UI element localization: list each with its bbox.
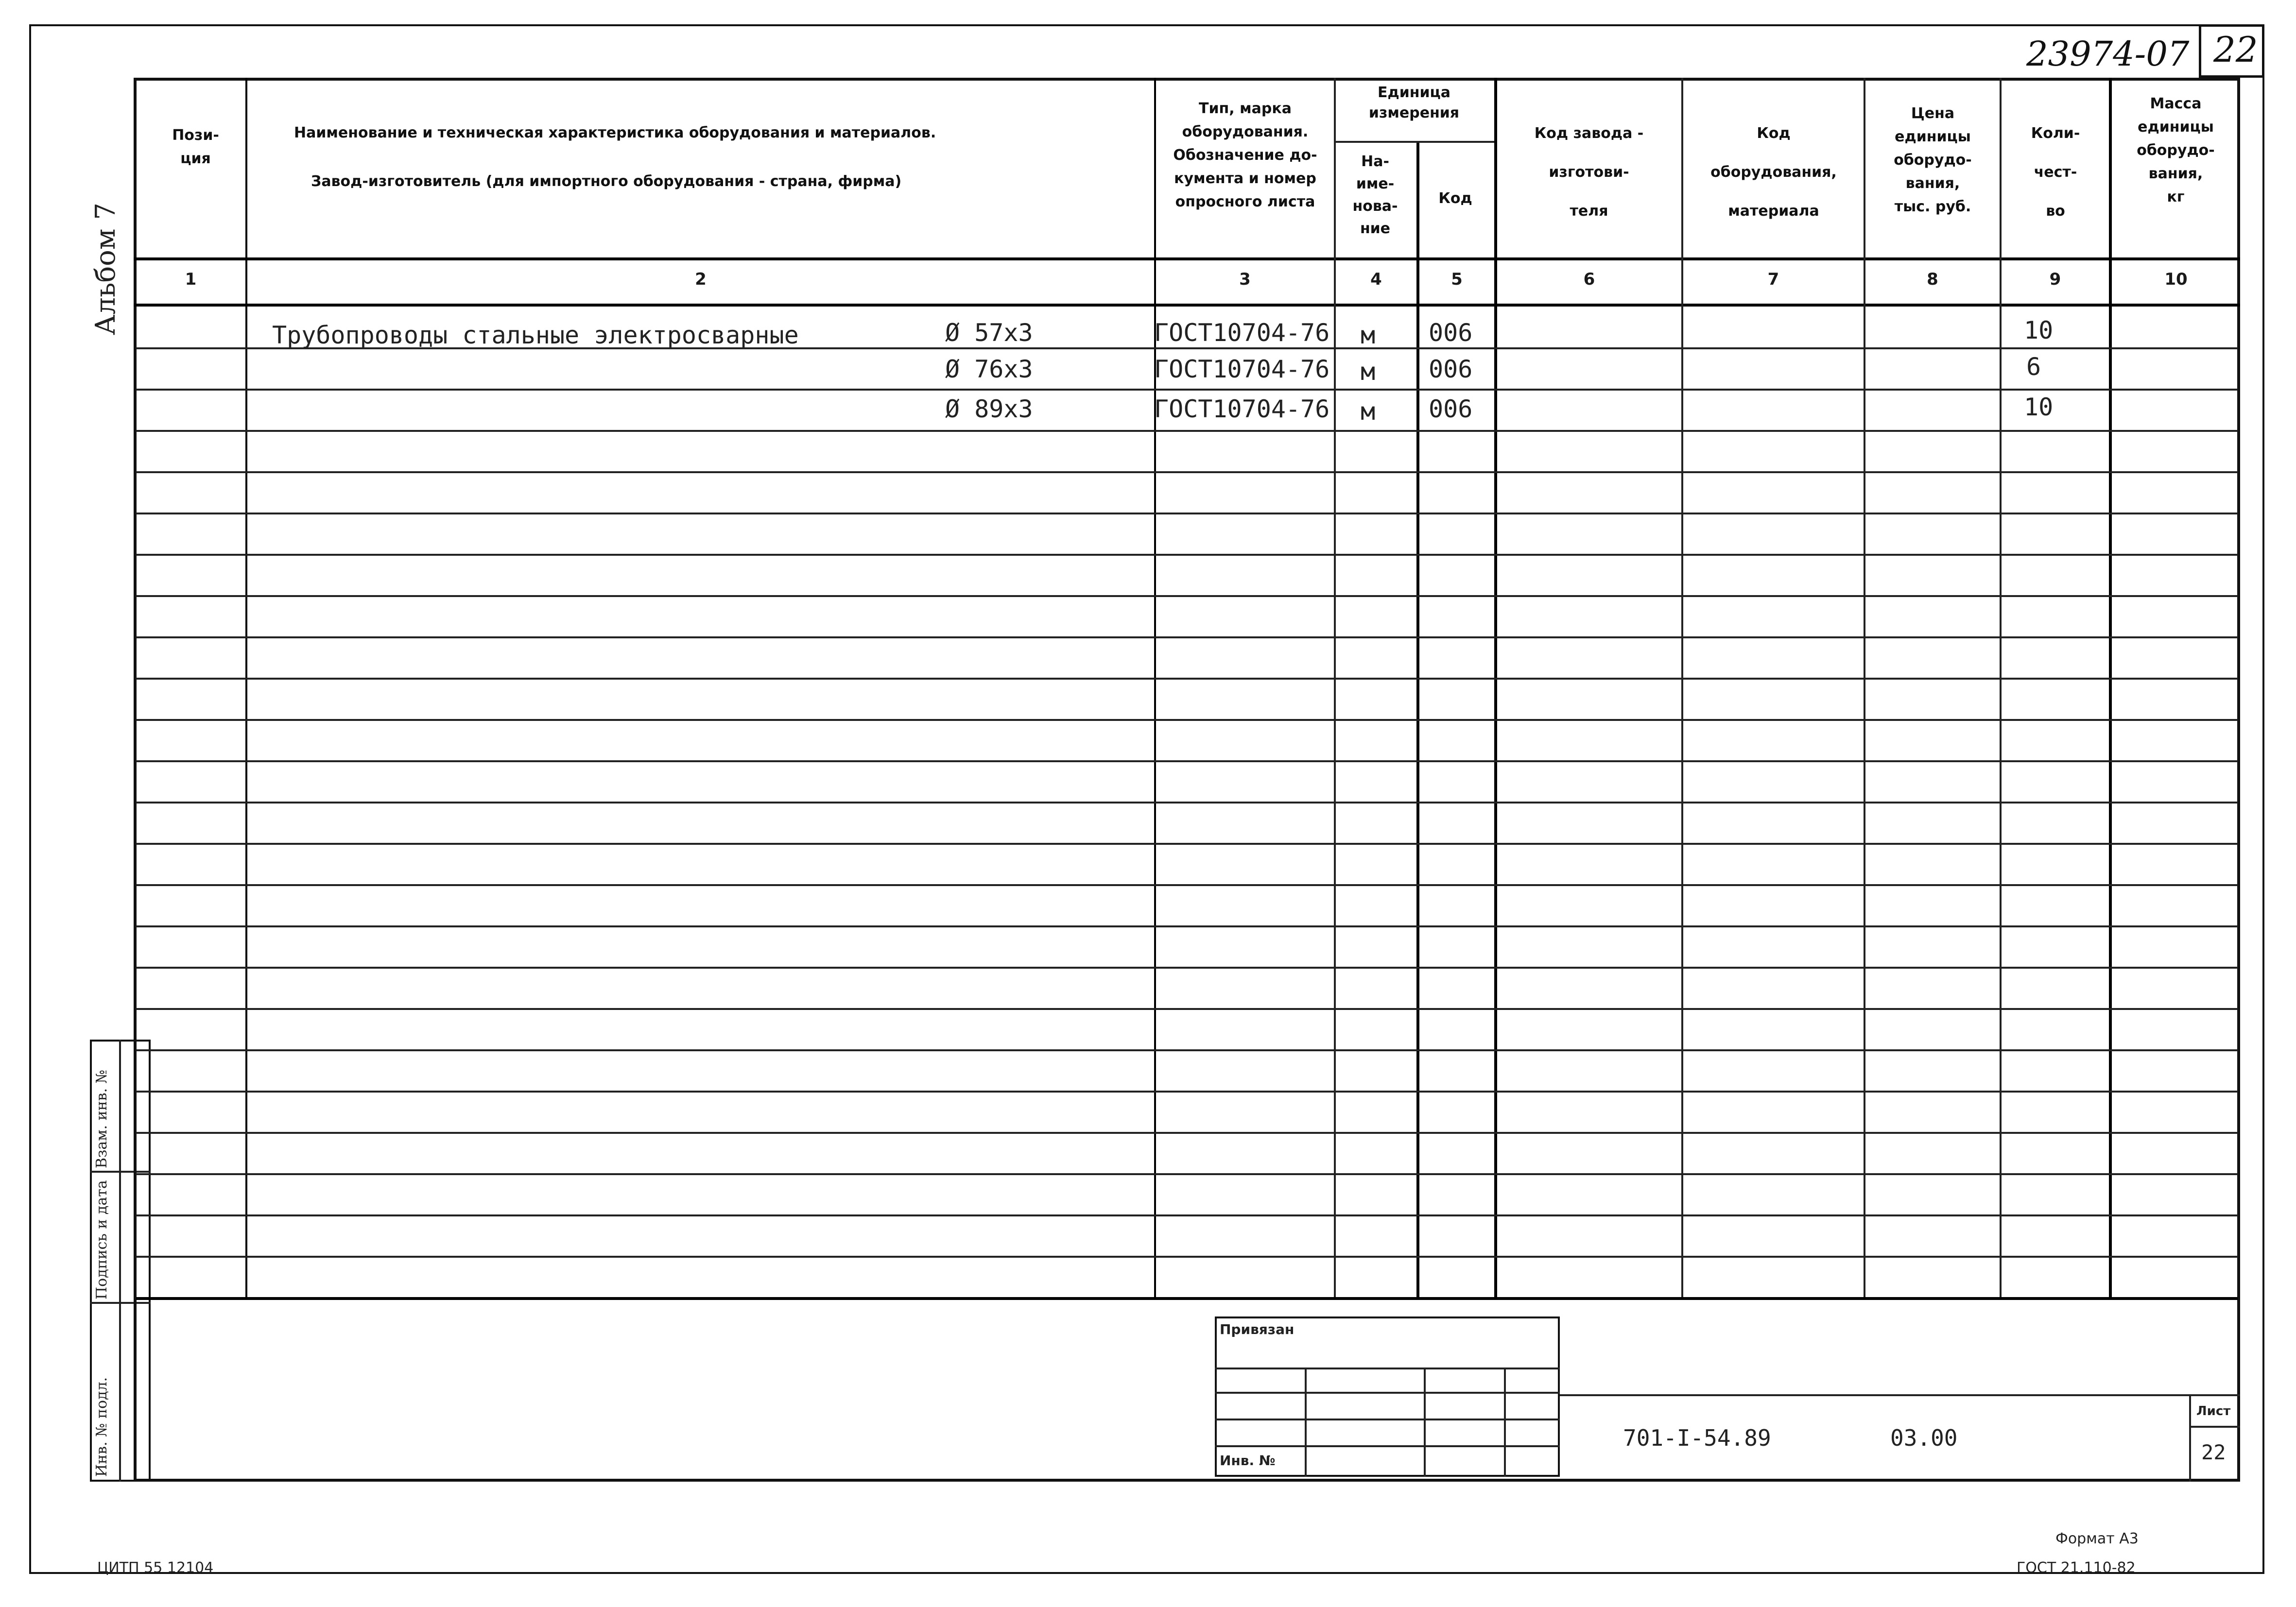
- row-2-code: 006: [1429, 355, 1473, 383]
- section-code: 03.00: [1890, 1425, 1958, 1451]
- row-2-doc: ГОСТ10704-76: [1154, 355, 1330, 383]
- col-number: 8: [1927, 270, 1938, 289]
- col-number: 9: [2049, 270, 2061, 289]
- header-type: Тип, марка оборудования. Обозначение до- кумента и номер опросного листа: [1173, 100, 1317, 210]
- footer-left: ЦИТП 55 12104: [97, 1559, 214, 1576]
- col-number: 3: [1239, 270, 1251, 289]
- row-1-code: 006: [1429, 319, 1473, 347]
- header-qty: Коли- чест- во: [2031, 125, 2080, 220]
- row-3-code: 006: [1429, 395, 1473, 423]
- side-inv-swap: Взам. инв. №: [93, 1069, 110, 1168]
- header-position: Пози- ция: [172, 127, 219, 167]
- footer-format: Формат А3: [2055, 1530, 2139, 1547]
- col-number: 6: [1583, 270, 1595, 289]
- album-label: Альбом 7: [90, 203, 121, 335]
- side-inv-orig: Инв. № подл.: [93, 1377, 110, 1477]
- header-name-line1: Наименование и техническая характеристика оборудования и материалов.: [294, 124, 936, 141]
- header-mass: Масса единицы оборудо- вания, кг: [2137, 95, 2215, 205]
- side-sign-date: Подпись и дата: [93, 1180, 110, 1299]
- header-price: Цена единицы оборудо- вания, тыс. руб.: [1894, 105, 1972, 215]
- row-1-size: Ø 57х3: [945, 319, 1033, 347]
- corner-doc-number: 23974-07: [2026, 34, 2190, 74]
- col-number: 7: [1767, 270, 1779, 289]
- footer-gost: ГОСТ 21.110-82: [2017, 1559, 2136, 1576]
- row-3-qty: 10: [2024, 393, 2054, 421]
- header-unit-code: Код: [1438, 190, 1472, 207]
- row-2-size: Ø 76х3: [945, 355, 1033, 383]
- sheet-number: 22: [2201, 1440, 2226, 1464]
- row-1-unit: м: [1361, 321, 1376, 349]
- row-1-doc: ГОСТ10704-76: [1154, 319, 1330, 347]
- row-3-size: Ø 89х3: [945, 395, 1033, 423]
- row-2-unit: м: [1361, 358, 1376, 386]
- header-name-line2: Завод-изготовитель (для импортного оборудования - страна, фирма): [311, 173, 902, 190]
- attached-label: Привязан: [1220, 1321, 1295, 1337]
- col-number: 4: [1370, 270, 1382, 289]
- col-number: 10: [2164, 270, 2188, 289]
- row-1-name: Трубопроводы стальные электросварные: [272, 321, 799, 349]
- page-number: 22: [2213, 29, 2258, 70]
- sheet-label: Лист: [2196, 1404, 2231, 1419]
- header-unit-name: На- име- нова- ние: [1352, 153, 1398, 237]
- row-2-qty: 6: [2026, 353, 2041, 381]
- row-3-unit: м: [1361, 397, 1376, 426]
- header-factory-code: Код завода - изготови- теля: [1534, 125, 1644, 220]
- col-number: 5: [1451, 270, 1463, 289]
- col-number: 2: [695, 270, 707, 289]
- col-number: 1: [185, 270, 197, 289]
- header-equip-code: Код оборудования, материала: [1710, 125, 1837, 220]
- inv-no-label: Инв. №: [1220, 1453, 1276, 1469]
- row-1-qty: 10: [2024, 316, 2054, 344]
- row-3-doc: ГОСТ10704-76: [1154, 395, 1330, 423]
- designation: 701-I-54.89: [1623, 1425, 1771, 1451]
- header-unit-group: Единица измерения: [1368, 84, 1460, 121]
